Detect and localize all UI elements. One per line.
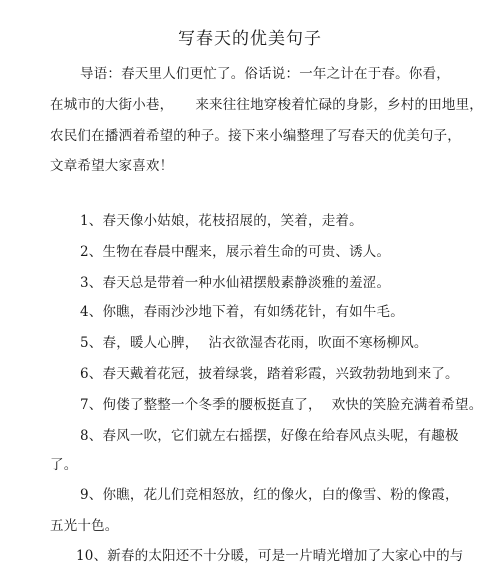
list-item-7-part-1: 7、佝偻了整整一个冬季的腰板挺直了， — [80, 397, 322, 413]
list-item-6: 6、春天戴着花冠，披着绿裳，踏着彩霞，兴致勃勃地到来了。 — [80, 366, 459, 382]
intro-line-1: 导语：春天里人们更忙了。俗话说：一年之计在于春。你看， — [80, 66, 450, 82]
list-item-3: 3、春天总是带着一种水仙裙摆般素静淡雅的羞涩。 — [80, 275, 391, 291]
list-item-8-continued: 了。 — [50, 457, 78, 473]
intro-line-4: 文章希望大家喜欢！ — [50, 158, 174, 174]
intro-line-2-part-1: 在城市的大街小巷， — [50, 97, 174, 113]
list-item-5 — [80, 331, 428, 351]
list-item-5-part-2: 沾衣欲湿杏花雨，吹面不寒杨柳风。 — [208, 335, 428, 351]
intro-line-2-part-2: 来来往往地穿梭着忙碌的身影，乡村的田地里， — [195, 97, 484, 113]
list-item-10: 10、新春的太阳还不十分暖，可是一片晴光增加了大家心中的与 — [76, 548, 464, 564]
intro-line-3: 农民们在播洒着希望的种子。接下来小编整理了写春天的优美句子， — [50, 128, 461, 144]
document-title: 写春天的优美句子 — [178, 29, 322, 49]
intro-line-2 — [50, 93, 483, 113]
list-item-7-part-2: 欢快的笑脸充满着希望。 — [331, 397, 483, 413]
list-item-8: 8、春风一吹，它们就左右摇摆，好像在给春风点头呢，有趣极 — [80, 428, 459, 444]
list-item-4: 4、你瞧，春雨沙沙地下着，有如绣花针，有如牛毛。 — [80, 304, 404, 320]
list-item-9: 9、你瞧，花儿们竞相怒放，红的像火，白的像雪、粉的像霞， — [80, 487, 459, 503]
list-item-1: 1、春天像小姑娘，花枝招展的，笑着，走着。 — [80, 213, 363, 229]
list-item-7 — [80, 393, 482, 413]
list-item-2: 2、生物在春晨中醒来，展示着生命的可贵、诱人。 — [80, 244, 391, 260]
list-item-5-part-1: 5、春，暖人心脾， — [80, 335, 199, 351]
list-item-9-continued: 五光十色。 — [50, 518, 119, 534]
